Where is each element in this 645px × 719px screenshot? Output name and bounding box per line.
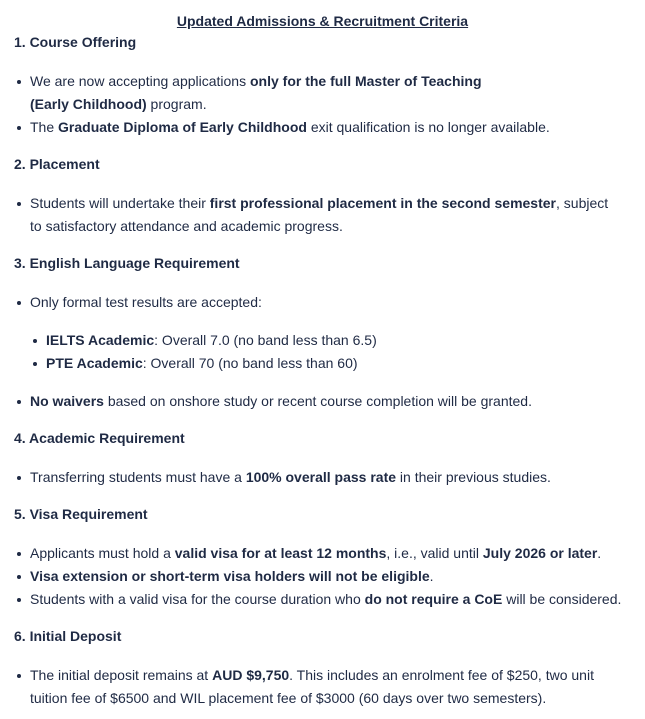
bold-text: No waivers [30,393,104,409]
bold-text: PTE Academic [46,355,143,371]
text-run: We are now accepting applications [30,73,250,89]
section-heading-english-language: 3. English Language Requirement [14,255,240,271]
list-item [30,390,631,413]
list-item [46,329,631,352]
text-run: The initial deposit remains at [30,667,213,683]
text-run: will be considered. [502,591,622,607]
text-run: . This includes an enrolment fee of $250, two unit tuition fee of $6500 and WIL placement fee of $3000 (60 days over two semesters). [30,667,594,706]
list-item [30,588,631,611]
placement-list [14,192,631,238]
bold-text: first professional placement in the second semester [209,195,556,211]
text-run: in their previous studies. [396,469,551,485]
bold-text: Graduate Diploma of Early Childhood [58,119,307,135]
english-waiver-list [14,390,631,413]
document-title: Updated Admissions & Recruitment Criteria [176,13,469,29]
section-heading-initial-deposit: 6. Initial Deposit [14,628,122,644]
list-item [30,542,631,565]
text-run: Transferring students must have a [30,469,246,485]
text-run: exit qualification is no longer available. [306,119,550,135]
text-run: : Overall 7.0 (no band less than 6.5) [154,332,377,348]
bold-text: 100% overall pass rate [245,469,397,485]
list-item [30,70,510,116]
initial-deposit-list [14,664,631,710]
section-heading-visa: 5. Visa Requirement [14,506,148,522]
text-run: . [429,568,434,584]
text-run: , subject to satisfactory attendance and academic progress. [30,195,609,234]
list-item [30,466,631,489]
text-run: program. [146,96,207,112]
text-run: Students with a valid visa for the course duration who [30,591,365,607]
bold-text: IELTS Academic [46,332,155,348]
text-run: . [597,545,602,561]
bold-text: only for the full Master of Teaching (Early Childhood) [30,73,482,112]
bold-text: Visa extension or short-term visa holders will not be eligible [30,568,430,584]
bold-text: valid visa for at least 12 months [174,545,387,561]
english-language-list [14,291,631,314]
academic-list [14,466,631,489]
list-item [30,664,610,710]
visa-list [14,542,631,611]
text-run: Applicants must hold a [30,545,175,561]
text-run: The [30,119,59,135]
text-run: , i.e., valid until [386,545,483,561]
text-run: Only formal test results are accepted: [30,294,262,310]
list-item [30,192,610,238]
section-heading-placement: 2. Placement [14,156,100,172]
text-run: Students will undertake their [30,195,210,211]
list-item [30,565,631,588]
list-item [30,291,631,314]
list-item [46,352,631,375]
english-test-list [14,329,631,375]
text-run: based on onshore study or recent course completion will be granted. [103,393,532,409]
list-item [30,116,631,139]
course-offering-list [14,70,631,139]
bold-text: do not require a CoE [364,591,503,607]
bold-text: AUD $9,750 [212,667,290,683]
text-run: : Overall 70 (no band less than 60) [142,355,358,371]
bold-text: July 2026 or later [482,545,598,561]
section-heading-academic: 4. Academic Requirement [14,430,185,446]
section-heading-course-offering: 1. Course Offering [14,34,137,50]
